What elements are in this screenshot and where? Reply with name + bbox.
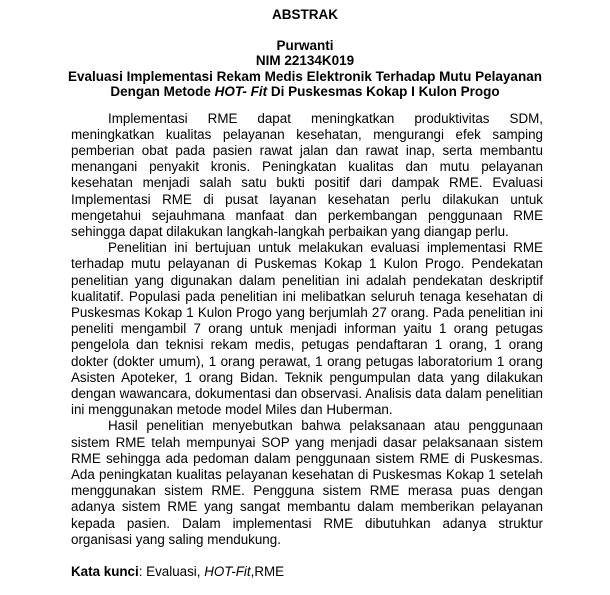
keywords-rest: ,RME bbox=[250, 563, 285, 579]
abstract-paragraph-1: Implementasi RME dapat meningkatkan produktivitas SDM, meningkatkan kualitas pelayanan kesehatan, mengurangi efek samping pemberian obat pada pasien rawat jalan dan rawat inap, serta membantu menangani penyakit kronis. Peningkatan kualitas dan mutu pelayanan kesehatan menjadi salah satu bukti positif dari dampak RME. Evaluasi Implementasi RME di pusat layanan kesehatan perlu dilakukan untuk mengetahui sejauhmana manfaat dan perkembangan penggunaan RME sehingga dapat dilakukan langkah-langkah perbaikan yang diangap perlu. bbox=[71, 110, 543, 239]
author-name: Purwanti bbox=[276, 37, 334, 53]
keywords-line bbox=[71, 564, 543, 580]
student-id: NIM 22134K019 bbox=[255, 53, 355, 68]
abstract-paragraph-3: Hasil penelitian menyebutkan bahwa pelaksanaan atau penggunaan sistem RME telah mempunyai SOP yang menjadi dasar pelaksanaan sistem RME sehingga ada pedoman dalam penggunaan sistem RME di Puskesmas. Ada peningkatan kualitas pelayanan kesehatan di Puskesmas Kokap 1 setelah menggunakan sistem RME. Pengguna sistem RME merasa puas dengan adanya sistem RME yang sangat membantu dalam memberikan pelayanan kepada pasien. Dalam implementasi RME dibutuhkan adanya struktur organisasi yang saling mendukung. bbox=[71, 418, 543, 547]
document-header bbox=[0, 7, 610, 100]
abstract-paragraph-2: Penelitian ini bertujuan untuk melakukan evaluasi implementasi RME terhadap mutu pelayanan di Puskemas Kokap 1 Kulon Progo. Pendekatan penelitian yang digunakan dalam penelitian ini adalah pendekatan deskriptif kualitatif. Populasi pada penelitian ini melibatkan seluruh tenaga kesehatan di Puskesmas Kokap 1 Kulon Progo yang berjumlah 27 orang. Pada penelitian ini peneliti mengambil 7 orang untuk menjadi informan yaitu 1 orang petugas pengelola dan teknisi rekam medis, petugas pendaftaran 1 orang, 1 orang dokter (dokter umum), 1 orang perawat, 1 orang petugas laboratorium 1 orang Asisten Apoteker, 1 orang Bidan. Teknik pengumpulan data yang dilakukan dengan wawancara, dokumentasi dan observasi. Analisis data dalam penelitian ini menggunakan metode model Miles dan Huberman. bbox=[71, 240, 543, 418]
keywords-italic-term: HOT-Fit bbox=[204, 563, 251, 579]
thesis-title-line2-suffix: Di Puskesmas Kokap I Kulon Progo bbox=[267, 84, 500, 99]
thesis-title-line2-prefix: Dengan Metode bbox=[110, 84, 215, 99]
keywords-label: Kata kunci bbox=[71, 563, 139, 579]
keywords-after-label: : Evaluasi, bbox=[138, 563, 205, 579]
abstract-heading: ABSTRAK bbox=[272, 7, 338, 22]
thesis-title-method-name: HOT- Fit bbox=[214, 84, 268, 99]
thesis-title-line1: Evaluasi Implementasi Rekam Medis Elektronik Terhadap Mutu Pelayanan bbox=[68, 68, 542, 84]
abstract-body bbox=[71, 111, 543, 548]
thesis-title-line2 bbox=[0, 84, 610, 100]
